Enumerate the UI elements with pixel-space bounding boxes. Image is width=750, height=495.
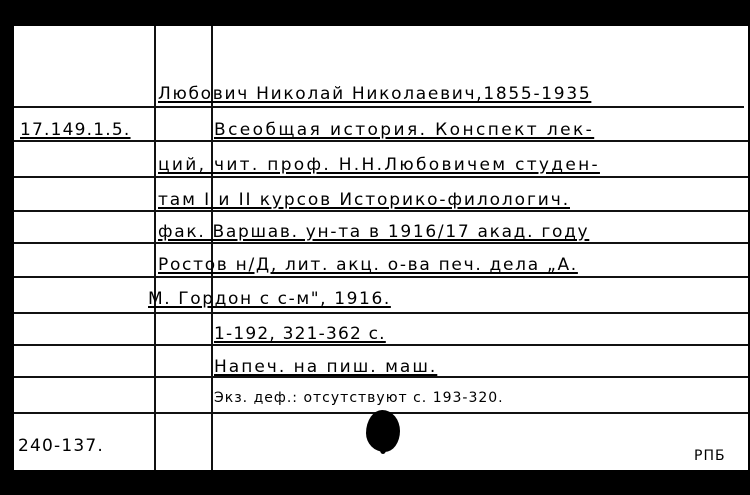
catalog-card: [14, 26, 748, 470]
call-number: 17.149.1.5.: [20, 120, 131, 140]
ruled-line: [14, 176, 748, 178]
inventory-number: 240-137.: [18, 436, 105, 456]
ruled-line: [14, 312, 748, 314]
description-line-1: Всеобщая история. Конспект лек-: [214, 120, 595, 140]
catalog-hole: [380, 446, 386, 454]
ruled-line: [14, 276, 748, 278]
description-line-5: Ростов н/Д, лит. акц. о-ва печ. дела „А.: [158, 255, 578, 275]
description-line-6: М. Гордон с с-м", 1916.: [148, 289, 391, 309]
pages: 1-192, 321-362 с.: [214, 324, 386, 344]
description-line-3: там I и II курсов Историко-филологич.: [158, 190, 570, 210]
ruled-line: [14, 210, 748, 212]
ruled-line: [14, 106, 744, 108]
ruled-line: [14, 344, 748, 346]
description-line-4: фак. Варшав. ун-та в 1916/17 акад. году: [158, 222, 590, 242]
note-defect: Экз. деф.: отсутствуют с. 193-320.: [214, 390, 504, 406]
ruled-line: [14, 242, 748, 244]
library-mark: РПБ: [694, 448, 726, 464]
author-heading: Любович Николай Николаевич,1855-1935: [158, 84, 592, 104]
note-typed: Напеч. на пиш. маш.: [214, 357, 438, 377]
ruled-line: [14, 140, 748, 142]
description-line-2: ций, чит. проф. Н.Н.Любовичем студен-: [158, 155, 600, 175]
margin-line-left: [154, 26, 156, 470]
